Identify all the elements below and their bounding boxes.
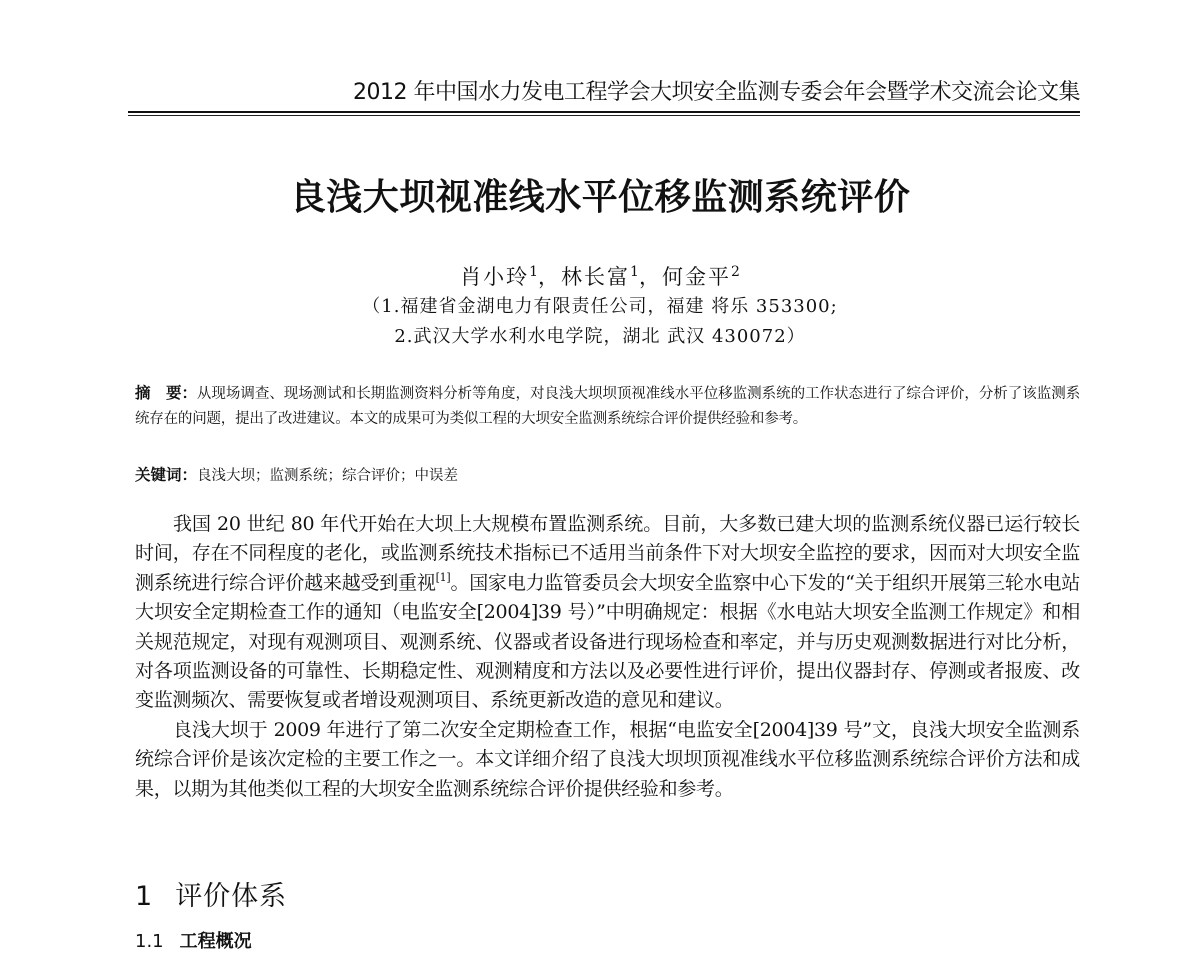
author-name: 林长富 — [561, 265, 631, 289]
keywords-label: 关键词： — [135, 466, 198, 484]
author-separator: ， — [538, 265, 562, 289]
abstract-label: 摘 要： — [135, 384, 197, 402]
header-rule-thick — [128, 111, 1080, 113]
header-rule-thin — [128, 115, 1080, 116]
subsection-title: 工程概况 — [179, 931, 252, 952]
paragraph-1-text-a: 我国 20 世纪 80 年代开始在大坝上大规模布置监测系统。目前，大多数已建大坝的监测系统仪器已运行较长时间，存在不同程度的老化，或监测系统技术指标已不适用当前条件下对大坝安全监控的要求，因而对大坝安全监测系统进行综合评价越来越受到重视 — [135, 513, 1080, 594]
running-header: 2012 年中国水力发电工程学会大坝安全监测专委会年会暨学术交流会论文集 — [353, 80, 1080, 105]
author-affil-mark: 1 — [630, 264, 639, 280]
author-affil-mark: 2 — [730, 264, 740, 280]
subsection-heading-1-1 — [135, 930, 252, 954]
body-text — [135, 510, 1080, 804]
paper-title: 良浅大坝视准线水平位移监测系统评价 — [289, 177, 911, 218]
author-separator: ， — [638, 265, 662, 289]
affiliation-1: （1.福建省金湖电力有限责任公司，福建 将乐 353300; — [362, 296, 838, 317]
section-number: 1 — [135, 881, 154, 912]
author-line — [0, 258, 1200, 291]
author-affil-mark: 1 — [529, 264, 539, 280]
keywords-text: 良浅大坝；监测系统；综合评价；中误差 — [197, 468, 459, 484]
author-name: 肖小玲 — [460, 265, 530, 289]
keywords — [135, 463, 1080, 489]
abstract — [135, 381, 1080, 432]
citation-ref: [1] — [435, 570, 451, 584]
abstract-text: 从现场调查、现场测试和长期监测资料分析等角度，对良浅大坝坝顶视准线水平位移监测系统的工作状态进行了综合评价，分析了该监测系统存在的问题，提出了改进建议。本文的成果可为类似工程的大坝安全监测系统综合评价提供经验和参考。 — [135, 386, 1080, 427]
author-name: 何金平 — [661, 265, 731, 289]
subsection-number: 1.1 — [135, 931, 164, 952]
body-paragraph-1 — [135, 510, 1080, 716]
section-heading-1 — [135, 880, 287, 914]
section-title: 评价体系 — [175, 881, 288, 912]
affiliation-2: 2.武汉大学水利水电学院，湖北 武汉 430072） — [394, 326, 806, 347]
paragraph-1-text-b: 。国家电力监管委员会大坝安全监察中心下发的“关于组织开展第三轮水电站大坝安全定期检查工作的通知（电监安全[2004]39 号）”中明确规定：根据《水电站大坝安全监测工作规定》和相关规范规定，对现有观测项目、观测系统、仪器或者设备进行现场检查和率定，并与历史观测数据进行对比分析，对各项监测设备的可靠性、长期稳定性、观测精度和方法以及必要性进行评价，提出仪器封存、停测或者报废、改变监测频次、需要恢复或者增设观测项目、系统更新改造的意见和建议。 — [135, 571, 1080, 712]
body-paragraph-2: 良浅大坝于 2009 年进行了第二次安全定期检查工作，根据“电监安全[2004]39 号”文，良浅大坝安全监测系统综合评价是该次定检的主要工作之一。本文详细介绍了良浅大坝坝顶视准线水平位移监测系统综合评价方法和成果，以期为其他类似工程的大坝安全监测系统综合评价提供经验和参考。 — [135, 718, 1080, 800]
